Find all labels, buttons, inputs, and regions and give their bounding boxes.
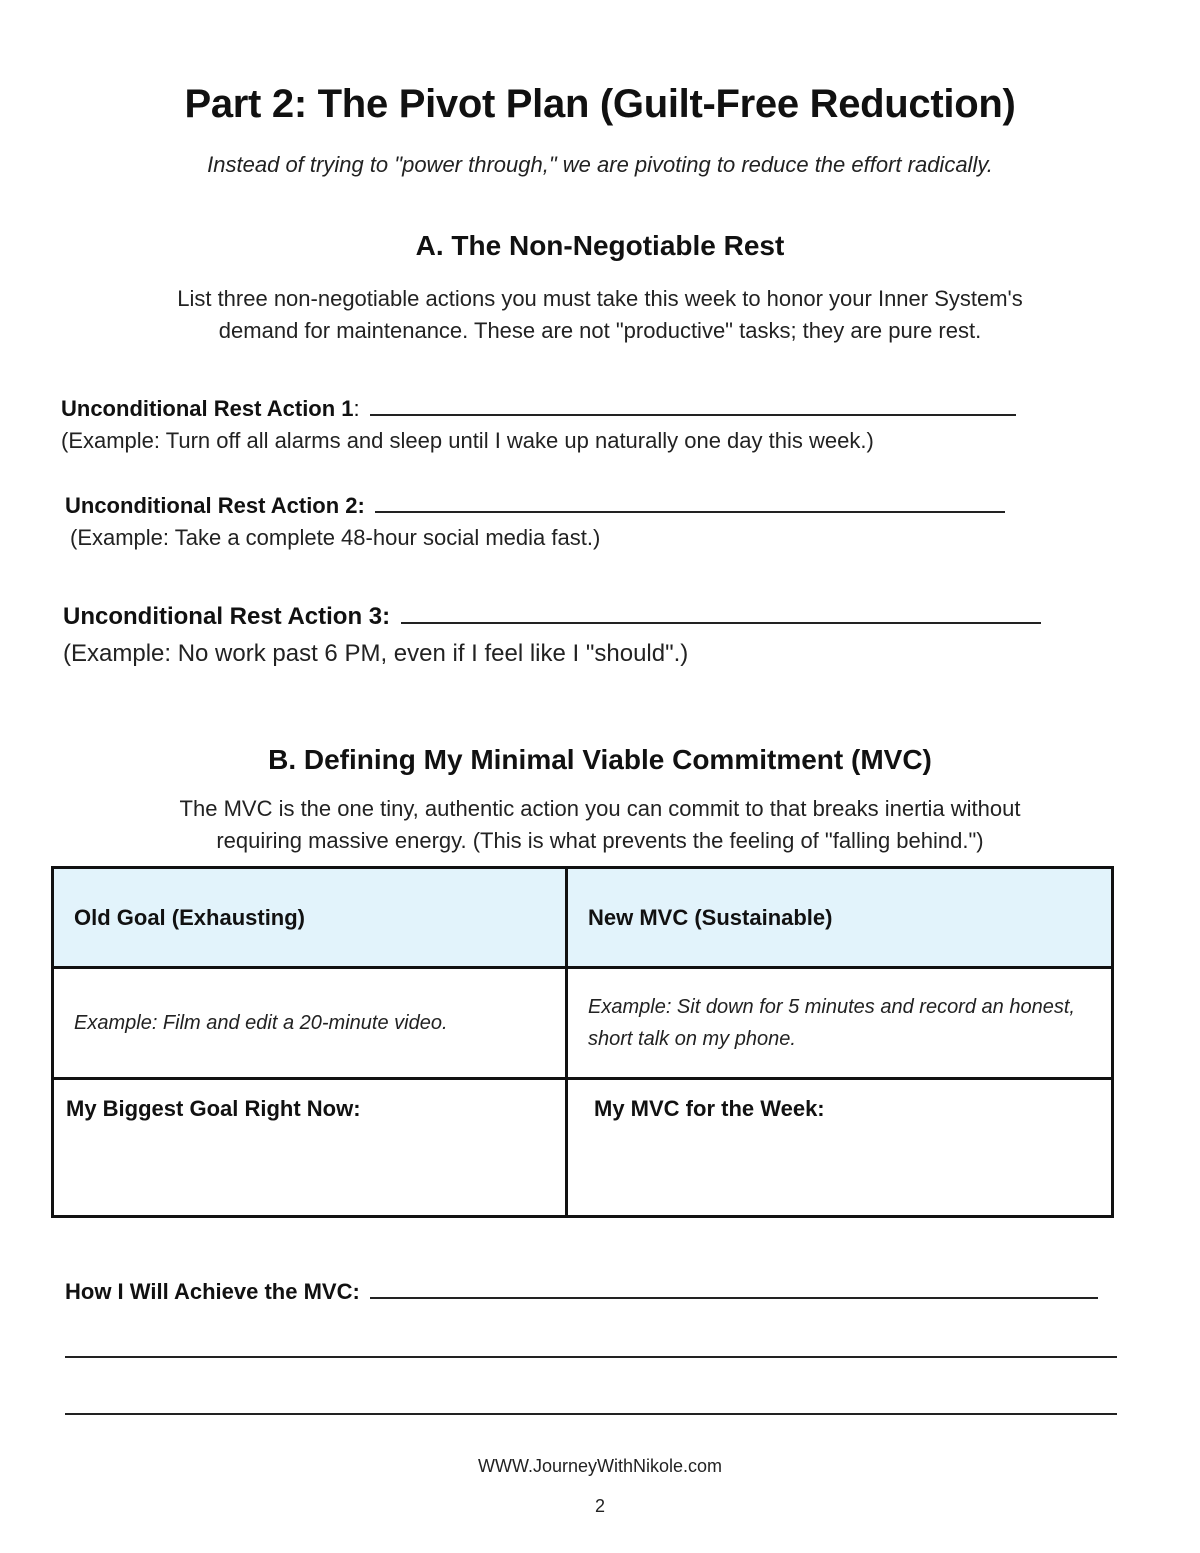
example-old-goal: Example: Film and edit a 20-minute video. <box>53 968 567 1079</box>
rest-action-1 <box>61 396 1016 422</box>
rest-action-1-label: Unconditional Rest Action 1 <box>61 396 354 421</box>
rest-action-3-input-line[interactable] <box>401 621 1041 624</box>
rest-action-2-input-line[interactable] <box>375 510 1005 513</box>
rest-action-3 <box>63 603 1041 631</box>
rest-action-3-label: Unconditional Rest Action 3: <box>63 603 391 630</box>
rest-action-2-label: Unconditional Rest Action 2: <box>65 493 365 518</box>
biggest-goal-cell[interactable]: My Biggest Goal Right Now: <box>53 1079 567 1217</box>
page-number: 2 <box>594 1496 605 1516</box>
rest-action-3-example: (Example: No work past 6 PM, even if I feel like I "should".) <box>63 640 689 667</box>
table-header-row <box>53 868 1113 968</box>
page-subtitle: Instead of trying to "power through," we are pivoting to reduce the effort radically. <box>207 152 993 177</box>
section-b-intro-line1: The MVC is the one tiny, authentic action you can commit to that breaks inertia without <box>179 796 1021 821</box>
table-row <box>53 1079 1113 1217</box>
section-b-intro-line2: requiring massive energy. (This is what prevents the feeling of "falling behind.") <box>216 828 984 853</box>
rest-action-2-example: (Example: Take a complete 48-hour social media fast.) <box>70 525 601 550</box>
example-new-mvc: Example: Sit down for 5 minutes and record an honest, short talk on my phone. <box>567 968 1113 1079</box>
page-title: Part 2: The Pivot Plan (Guilt-Free Reduction) <box>184 82 1016 126</box>
header-new-mvc: New MVC (Sustainable) <box>567 868 1113 968</box>
achieve-mvc-input-line[interactable] <box>370 1296 1098 1299</box>
rest-action-1-example: (Example: Turn off all alarms and sleep until I wake up naturally one day this week.) <box>61 428 874 453</box>
mvc-table <box>51 866 1114 1218</box>
section-a-heading: A. The Non-Negotiable Rest <box>415 230 785 261</box>
section-a-intro-line1: List three non-negotiable actions you must take this week to honor your Inner System's <box>177 286 1023 311</box>
mvc-week-cell[interactable]: My MVC for the Week: <box>567 1079 1113 1217</box>
achieve-mvc-line-2[interactable] <box>65 1356 1117 1358</box>
header-old-goal: Old Goal (Exhausting) <box>53 868 567 968</box>
rest-action-2 <box>65 493 1005 519</box>
achieve-mvc-label: How I Will Achieve the MVC: <box>65 1279 360 1304</box>
rest-action-1-input-line[interactable] <box>370 413 1016 416</box>
rest-action-1-colon: : <box>353 396 360 421</box>
achieve-mvc-row <box>65 1279 1098 1305</box>
achieve-mvc-line-3[interactable] <box>65 1413 1117 1415</box>
section-a-intro-line2: demand for maintenance. These are not "productive" tasks; they are pure rest. <box>218 318 982 343</box>
table-row <box>53 968 1113 1079</box>
footer-url[interactable]: WWW.JourneyWithNikole.com <box>477 1456 723 1476</box>
section-b-heading: B. Defining My Minimal Viable Commitment (MVC) <box>268 744 932 775</box>
